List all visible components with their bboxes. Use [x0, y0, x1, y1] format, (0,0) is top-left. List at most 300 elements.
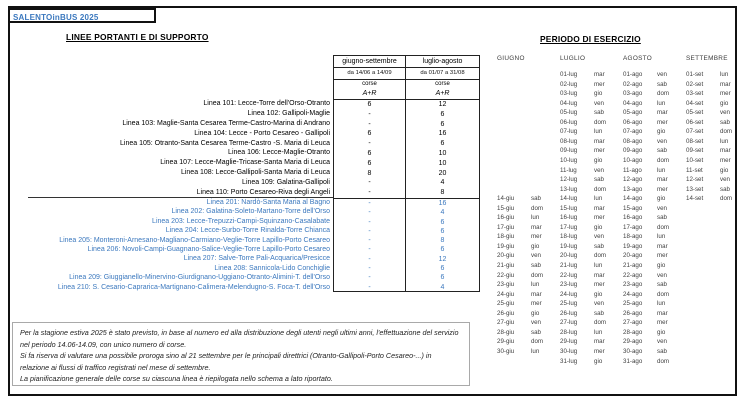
calendar-weekday: ven: [657, 137, 667, 145]
corse-value: 12: [438, 101, 447, 108]
calendar-date: 26-ago: [623, 309, 643, 317]
calendar-weekday: gio: [657, 262, 666, 269]
calendar-day: [686, 175, 730, 185]
calendar-weekday: ven: [531, 252, 541, 260]
calendar-weekday: mar: [531, 223, 542, 231]
calendar-weekday: sab: [720, 118, 730, 126]
calendar-weekday: lun: [657, 99, 666, 107]
calendar-weekday: gio: [657, 128, 666, 136]
calendar-date: 08-ago: [623, 137, 643, 145]
calendar-day: [623, 127, 665, 137]
calendar-weekday: mer: [531, 233, 542, 241]
calendar-day: [623, 204, 667, 214]
calendar-date: 13-set: [686, 185, 704, 193]
calendar-day: [623, 232, 665, 242]
calendar-day: [623, 166, 665, 176]
calendar-day: [686, 80, 731, 90]
calendar-date: 29-ago: [623, 338, 643, 346]
calendar-date: 11-set: [686, 166, 703, 174]
calendar-date: 27-lug: [560, 319, 578, 327]
calendar-day: [497, 271, 543, 281]
calendar-month-label: SETTEMBRE: [686, 55, 728, 62]
calendar-weekday: mar: [657, 242, 668, 250]
calendar-weekday: mar: [594, 137, 605, 145]
calendar-date: 17-giu: [497, 223, 515, 231]
calendar-weekday: gio: [720, 99, 729, 107]
calendar-weekday: lun: [531, 281, 540, 289]
calendar-weekday: ven: [531, 319, 541, 327]
calendar-weekday: lun: [531, 347, 540, 355]
calendar-date: 01-lug: [560, 71, 578, 78]
calendar-date: 22-ago: [623, 271, 643, 279]
calendar-date: 09-set: [686, 147, 704, 155]
calendar-date: 09-ago: [623, 147, 643, 155]
calendar-weekday: mar: [531, 290, 542, 298]
calendar-weekday: sab: [594, 109, 604, 117]
corse-value: 4: [440, 209, 445, 217]
calendar-date: 11-lug: [560, 166, 577, 174]
calendar-day: [623, 328, 665, 338]
calendar-weekday: gio: [594, 156, 603, 164]
calendar-date: 25-giu: [497, 300, 515, 308]
calendar-day: [497, 328, 541, 338]
calendar-weekday: dom: [531, 204, 544, 212]
calendar-date: 21-ago: [623, 262, 643, 269]
calendar-date: 17-ago: [623, 223, 643, 231]
calendar-weekday: dom: [720, 195, 733, 203]
corse-value: -: [334, 199, 406, 208]
calendar-day: [497, 232, 542, 242]
calendar-day: [560, 318, 606, 328]
calendar-day: [623, 156, 669, 166]
calendar-day: [560, 118, 606, 128]
calendar-weekday: mar: [657, 176, 668, 184]
calendar-day: [497, 309, 539, 319]
corse-value: 10: [438, 149, 447, 157]
calendar-weekday: mar: [594, 338, 605, 346]
calendar-date: 30-ago: [623, 347, 643, 355]
calendar-date: 02-lug: [560, 80, 578, 88]
calendar-day: [560, 347, 605, 357]
corse-value: 4: [440, 179, 445, 187]
calendar-weekday: sab: [531, 262, 541, 269]
calendar-date: 12-set: [686, 176, 704, 184]
calendar-date: 23-ago: [623, 281, 643, 289]
calendar-weekday: mer: [657, 319, 668, 327]
calendar-day: [623, 318, 668, 328]
corse-value: 6: [440, 274, 445, 282]
calendar-weekday: ven: [594, 99, 604, 107]
calendar-weekday: dom: [531, 338, 544, 346]
calendar-weekday: lun: [657, 300, 666, 308]
corse-value: 6: [334, 129, 406, 139]
calendar-day: [623, 213, 667, 223]
calendar-date: 14-giu: [497, 195, 515, 203]
calendar-date: 29-lug: [560, 338, 578, 346]
corse-value: 8: [440, 189, 445, 197]
calendar-day: [497, 251, 541, 261]
calendar-day: [623, 299, 665, 309]
app-title: SALENTOinBUS 2025: [13, 13, 99, 22]
calendar-day: [560, 185, 606, 195]
calendar-weekday: mer: [594, 147, 605, 155]
calendar-date: 05-ago: [623, 109, 643, 117]
calendar-date: 24-lug: [560, 290, 578, 298]
calendar-weekday: ven: [720, 109, 730, 117]
calendar-weekday: lun: [594, 328, 603, 336]
line-label: Linea 108: Lecce-Gallipoli-Santa Maria di Leuca: [180, 169, 330, 177]
calendar-weekday: ven: [657, 338, 667, 346]
calendar-date: 14-ago: [623, 195, 643, 203]
calendar-day: [560, 357, 602, 367]
calendar-day: [623, 80, 667, 90]
calendar-weekday: gio: [720, 166, 729, 174]
calendar-day: [686, 146, 731, 156]
calendar-day: [623, 271, 667, 281]
line-label: Linea 106: Lecce-Maglie-Otranto: [228, 149, 330, 157]
calendar-weekday: ven: [657, 204, 667, 212]
line-label: Linea 107: Lecce-Maglie-Tricase-Santa Maria di Leuca: [160, 159, 330, 167]
calendar-date: 28-ago: [623, 328, 643, 336]
calendar-date: 16-giu: [497, 214, 515, 222]
calendar-day: [686, 89, 731, 99]
corse-value: 6: [440, 218, 445, 226]
calendar-day: [623, 108, 668, 118]
calendar-weekday: gio: [657, 195, 666, 203]
calendar-day: [560, 280, 605, 290]
calendar-date: 05-set: [686, 109, 704, 117]
calendar-date: 04-set: [686, 99, 704, 107]
calendar-day: [560, 299, 604, 309]
calendar-day: [497, 204, 543, 214]
calendar-date: 26-lug: [560, 309, 578, 317]
calendar-weekday: dom: [657, 156, 670, 164]
corse-value: 10: [438, 159, 447, 167]
calendar-date: 06-lug: [560, 118, 578, 126]
calendar-weekday: ven: [594, 166, 604, 174]
calendar-day: [560, 99, 604, 109]
calendar-month-label: GIUGNO: [497, 55, 525, 62]
calendar-day: [560, 337, 605, 347]
calendar-day: [560, 232, 604, 242]
calendar-day: [560, 156, 602, 166]
calendar-day: [497, 337, 543, 347]
calendar-weekday: sab: [720, 185, 730, 193]
corse-value: 6: [334, 149, 406, 159]
calendar-weekday: lun: [720, 71, 729, 78]
calendar-day: [623, 251, 668, 261]
calendar-weekday: dom: [531, 271, 544, 279]
line-label: Linea 208: Sannicola-Lido Conchiglie: [214, 264, 330, 272]
calendar-date: 21-giu: [497, 262, 515, 269]
calendar-date: 10-ago: [623, 156, 643, 164]
calendar-day: [686, 118, 730, 128]
calendar-weekday: ven: [657, 71, 667, 78]
calendar-date: 27-giu: [497, 319, 515, 327]
calendar-date: 30-giu: [497, 347, 515, 355]
calendar-day: [560, 271, 605, 281]
calendar-day: [560, 89, 602, 99]
calendar-day: [560, 261, 602, 271]
calendar-weekday: gio: [531, 309, 540, 317]
calendar-weekday: mer: [594, 80, 605, 88]
calendar-date: 12-ago: [623, 176, 643, 184]
right-section-heading: PERIODO DI ESERCIZIO: [540, 34, 641, 44]
line-label: Linea 210: S. Cesario-Caprarica-Martignano-Calimera-Melendugno-S. Foca-T. dell'Orso: [57, 283, 330, 291]
calendar-weekday: sab: [657, 80, 667, 88]
corse-value: -: [334, 218, 406, 227]
range-header-jul-aug: da 01/07 a 31/08: [420, 70, 465, 76]
calendar-weekday: mer: [657, 252, 668, 260]
calendar-weekday: dom: [720, 128, 733, 136]
calendar-date: 17-lug: [560, 223, 578, 231]
calendar-day: [623, 118, 668, 128]
note-paragraph-3: La pianificazione generale delle corse su ciascuna linea è riepilogata nello schema a lato riportato.: [20, 374, 333, 384]
calendar-date: 19-lug: [560, 242, 578, 250]
range-header-jun-sep: da 14/06 a 14/09: [334, 68, 406, 79]
calendar-day: [560, 204, 605, 214]
calendar-date: 25-ago: [623, 300, 643, 308]
calendar-day: [497, 299, 542, 309]
note-paragraph-1: Per la stagione estiva 2025 è stato previsto, in base al numero ed alla distribuzione degli utenti negli ultimi anni, l'effettuazione del servizio nel periodo 14.06-14.09, con unico numero di corse.: [20, 328, 459, 349]
calendar-date: 10-set: [686, 156, 704, 164]
calendar-date: 18-lug: [560, 233, 578, 241]
calendar-date: 28-lug: [560, 328, 578, 336]
calendar-day: [497, 318, 541, 328]
calendar-day: [560, 146, 605, 156]
calendar-weekday: mer: [594, 347, 605, 355]
calendar-weekday: sab: [657, 214, 667, 222]
calendar-day: [686, 166, 728, 176]
calendar-weekday: ven: [720, 176, 730, 184]
calendar-date: 14-set: [686, 195, 704, 203]
calendar-weekday: sab: [657, 147, 667, 155]
calendar-weekday: mar: [720, 147, 731, 155]
calendar-day: [623, 146, 667, 156]
calendar-weekday: ven: [594, 300, 604, 308]
calendar-date: 13-lug: [560, 185, 578, 193]
calendar-date: 01-ago: [623, 71, 643, 78]
period-header-jun-sep: giugno-settembre: [334, 56, 406, 67]
corse-value: 6: [440, 246, 445, 254]
line-label: Linea 103: Maglie-Santa Cesarea Terme-Castro-Marina di Andrano: [122, 119, 330, 127]
line-label: Linea 105: Otranto-Santa Cesarea Terme-Castro -S. Maria di Leuca: [120, 139, 330, 147]
calendar-weekday: mer: [720, 90, 731, 98]
calendar-day: [686, 194, 732, 204]
calendar-weekday: gio: [594, 90, 603, 98]
calendar-date: 30-lug: [560, 347, 578, 355]
calendar-date: 21-lug: [560, 262, 578, 269]
calendar-weekday: lun: [594, 195, 603, 203]
corse-value: 6: [440, 110, 445, 118]
calendar-date: 13-ago: [623, 185, 643, 193]
calendar-date: 07-ago: [623, 128, 643, 136]
line-label: Linea 101: Lecce-Torre dell'Orso-Otranto: [203, 100, 330, 107]
calendar-day: [623, 223, 669, 233]
calendar-day: [560, 309, 604, 319]
corse-value: 6: [334, 100, 406, 110]
calendar-weekday: mer: [594, 214, 605, 222]
calendar-weekday: sab: [594, 176, 604, 184]
calendar-day: [623, 347, 667, 357]
calendar-day: [560, 175, 604, 185]
line-label: Linea 102: Gallipoli-Maglie: [247, 109, 330, 117]
calendar-date: 31-ago: [623, 357, 643, 365]
calendar-date: 11-ago: [623, 166, 642, 174]
calendar-date: 16-ago: [623, 214, 643, 222]
calendar-date: 20-giu: [497, 252, 515, 260]
calendar-day: [686, 70, 728, 80]
corse-value: -: [334, 245, 406, 254]
calendar-weekday: ven: [657, 271, 667, 279]
corse-value: -: [334, 120, 406, 130]
calendar-date: 03-lug: [560, 90, 578, 98]
calendar-weekday: sab: [531, 195, 541, 203]
calendar-weekday: mar: [594, 271, 605, 279]
calendar-date: 23-giu: [497, 281, 515, 289]
calendar-month-label: AGOSTO: [623, 55, 653, 62]
corse-label: corse: [435, 81, 450, 87]
note-paragraph-2: Si fa riserva di valutare una possibile proroga sino al 21 settembre per le principali direttrici (Otranto-Gallipoli-Porto Cesareo-...) in relazione ai flussi di traffico registrati nel mese di settembre.: [20, 351, 432, 372]
corse-value: 4: [440, 283, 445, 291]
calendar-weekday: gio: [594, 357, 603, 365]
calendar-date: 03-set: [686, 90, 704, 98]
calendar-day: [560, 242, 604, 252]
calendar-weekday: lun: [594, 128, 603, 136]
calendar-date: 06-set: [686, 118, 704, 126]
calendar-day: [623, 99, 665, 109]
calendar-day: [497, 347, 539, 357]
calendar-day: [623, 309, 668, 319]
corse-value: 12: [438, 255, 447, 263]
calendar-date: 28-giu: [497, 328, 515, 336]
line-label: Linea 204: Lecce-Surbo-Torre Rinalda-Torre Chianca: [165, 227, 330, 235]
calendar-weekday: dom: [657, 290, 670, 298]
calendar-weekday: sab: [657, 347, 667, 355]
corse-value: 6: [440, 227, 445, 235]
calendar-weekday: mer: [720, 156, 731, 164]
calendar-day: [623, 175, 668, 185]
calendar-weekday: lun: [657, 233, 666, 241]
calendar-date: 23-lug: [560, 281, 578, 289]
calendar-day: [560, 194, 602, 204]
corse-value: -: [334, 178, 406, 188]
calendar-date: 24-ago: [623, 290, 643, 298]
calendar-weekday: sab: [531, 328, 541, 336]
calendar-weekday: mar: [594, 204, 605, 212]
calendar-date: 19-ago: [623, 242, 643, 250]
calendar-date: 01-set: [686, 71, 704, 78]
calendar-day: [497, 223, 542, 233]
corse-value: -: [334, 264, 406, 273]
calendar-date: 12-lug: [560, 176, 578, 184]
corse-value: -: [334, 208, 406, 217]
calendar-weekday: mar: [594, 71, 605, 78]
calendar-day: [686, 99, 728, 109]
calendar-weekday: lun: [531, 214, 540, 222]
calendar-day: [560, 108, 604, 118]
calendar-weekday: mer: [531, 300, 542, 308]
calendar-day: [623, 70, 667, 80]
calendar-day: [560, 290, 602, 300]
corse-value: -: [334, 236, 406, 245]
corse-value: 8: [334, 169, 406, 179]
corse-value: -: [334, 273, 406, 282]
corse-value: -: [334, 227, 406, 236]
calendar-day: [560, 80, 605, 90]
calendar-weekday: dom: [657, 223, 670, 231]
calendar-date: 07-lug: [560, 128, 578, 136]
corse-value: -: [334, 188, 406, 198]
calendar-day: [623, 357, 669, 367]
left-section-heading: LINEE PORTANTI E DI SUPPORTO: [66, 32, 209, 42]
calendar-date: 20-ago: [623, 252, 643, 260]
line-label: Linea 207: Salve-Torre Pali-Acquarica/Presicce: [183, 255, 330, 263]
calendar-date: 10-lug: [560, 156, 578, 164]
calendar-date: 08-set: [686, 137, 704, 145]
calendar-day: [560, 251, 606, 261]
calendar-weekday: gio: [594, 223, 603, 231]
calendar-date: 24-giu: [497, 290, 515, 298]
line-label: Linea 201: Nardò-Santa Maria al Bagno: [206, 199, 330, 206]
calendar-weekday: mar: [720, 80, 731, 88]
corse-value: 6: [334, 159, 406, 169]
line-label: Linea 206: Novoli-Campi-Guagnano-Salice-Veglie-Torre Lapillo-Porto Cesareo: [87, 245, 330, 253]
calendar-date: 16-lug: [560, 214, 578, 222]
calendar-date: 02-set: [686, 80, 704, 88]
calendar-day: [623, 242, 668, 252]
calendar-day: [623, 194, 665, 204]
calendar-date: 29-giu: [497, 338, 515, 346]
line-label: Linea 209: Giuggianello-Minervino-Giurdignano-Uggiano-Otranto-Alimini-T. dell'Orso: [69, 274, 330, 282]
calendar-weekday: ven: [594, 233, 604, 241]
calendar-weekday: sab: [594, 242, 604, 250]
calendar-weekday: gio: [657, 328, 666, 336]
line-label: Linea 110: Porto Cesareo-Riva degli Angeli: [196, 189, 330, 197]
calendar-day: [623, 290, 669, 300]
corse-value: 6: [440, 265, 445, 273]
calendar-day: [560, 137, 605, 147]
calendar-day: [560, 223, 602, 233]
calendar-weekday: mer: [657, 118, 668, 126]
corse-value: -: [334, 255, 406, 264]
calendar-date: 19-giu: [497, 242, 515, 250]
calendar-date: 26-giu: [497, 309, 515, 317]
calendar-date: 04-ago: [623, 99, 643, 107]
calendar-date: 14-lug: [560, 195, 578, 203]
calendar-day: [623, 337, 667, 347]
calendar-weekday: sab: [657, 281, 667, 289]
corse-value: 8: [440, 237, 445, 245]
calendar-date: 18-giu: [497, 233, 515, 241]
calendar-day: [686, 185, 730, 195]
calendar-day: [623, 89, 669, 99]
calendar-weekday: dom: [657, 90, 670, 98]
ar-label: A+R: [362, 90, 377, 97]
corse-value: 16: [438, 130, 447, 138]
calendar-date: 15-ago: [623, 204, 643, 212]
calendar-weekday: mer: [657, 185, 668, 193]
period-header-jul-aug: luglio-agosto: [422, 58, 463, 65]
calendar-weekday: lun: [720, 137, 729, 145]
calendar-day: [623, 261, 665, 271]
calendar-date: 25-lug: [560, 300, 578, 308]
calendar-date: 22-lug: [560, 271, 578, 279]
calendar-date: 22-giu: [497, 271, 515, 279]
calendar-date: 04-lug: [560, 99, 578, 107]
calendar-day: [497, 242, 539, 252]
calendar-day: [686, 137, 728, 147]
